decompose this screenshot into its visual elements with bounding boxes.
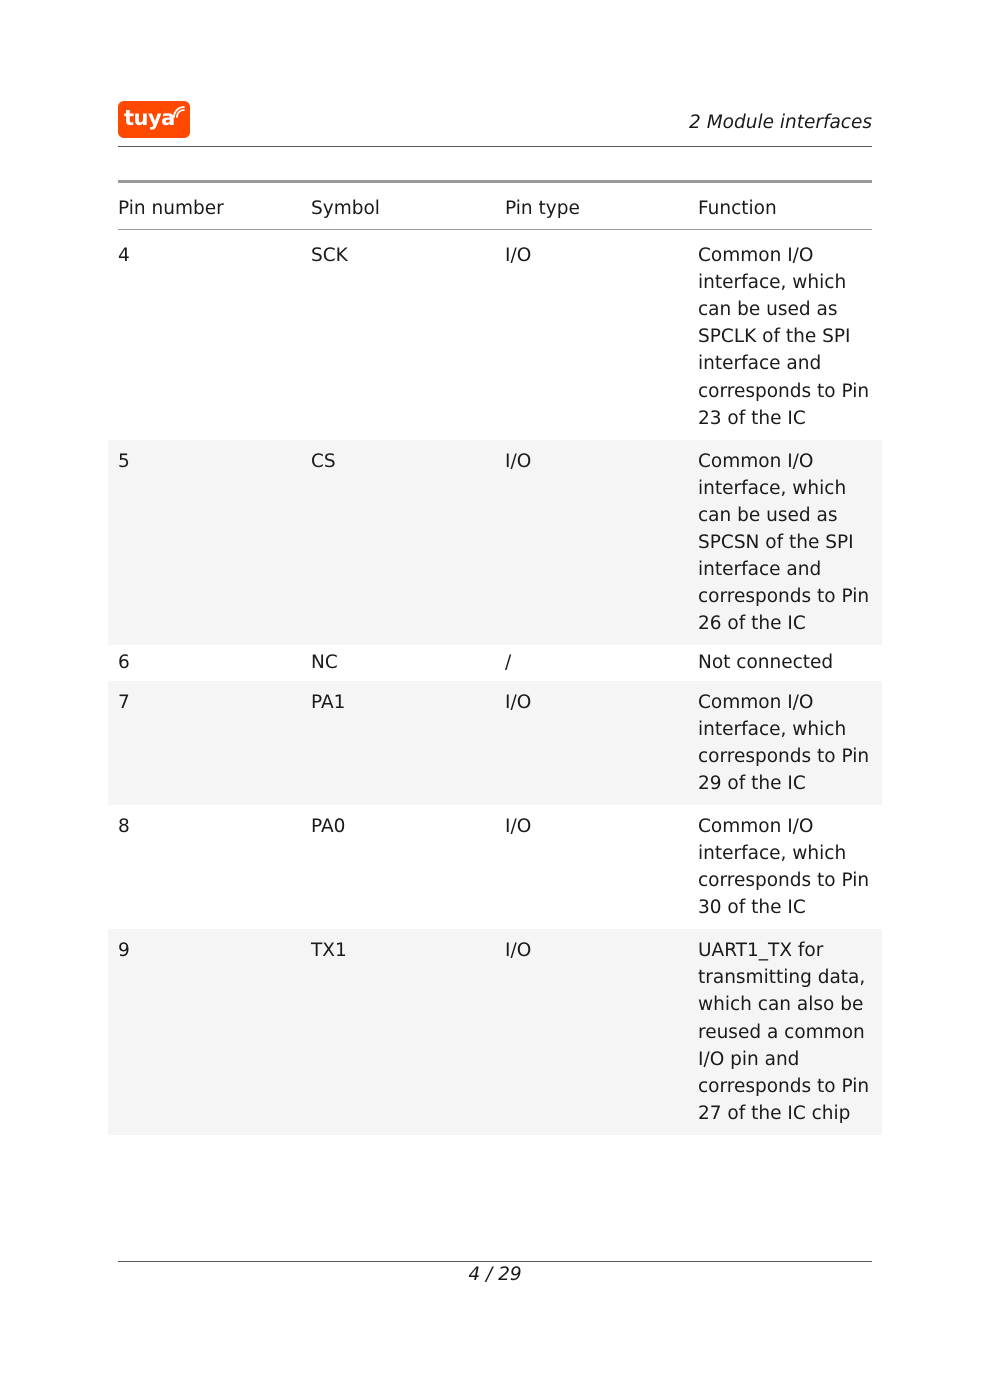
table-row bbox=[108, 230, 882, 440]
column-header-pin-number: Pin number bbox=[118, 198, 224, 219]
pin-number-cell: 5 bbox=[118, 450, 130, 472]
pin-number-cell: 9 bbox=[118, 940, 130, 962]
section-title: 2 Module interfaces bbox=[689, 112, 872, 133]
pin-table bbox=[108, 180, 882, 1135]
footer-divider bbox=[118, 1261, 872, 1262]
pin-number-cell: 6 bbox=[118, 652, 130, 674]
symbol-cell: TX1 bbox=[311, 940, 347, 962]
pin-type-cell: I/O bbox=[505, 450, 532, 472]
wifi-signal-icon bbox=[172, 105, 186, 119]
pin-type-cell: I/O bbox=[505, 691, 532, 713]
logo-wordmark: tuya bbox=[124, 106, 175, 130]
table-row bbox=[108, 805, 882, 929]
table-row bbox=[108, 929, 882, 1135]
column-header-function: Function bbox=[698, 198, 777, 219]
pin-type-cell: I/O bbox=[505, 940, 532, 962]
column-header-symbol: Symbol bbox=[311, 198, 380, 219]
function-cell: UART1_TX for transmitting data, which can also be reused a common I/O pin and corresponds to Pin 27 of the IC chip bbox=[698, 940, 870, 1124]
header-divider bbox=[118, 146, 872, 147]
function-cell: Not connected bbox=[698, 652, 834, 674]
pin-type-cell: / bbox=[505, 652, 512, 674]
page-number: 4 / 29 bbox=[468, 1264, 522, 1285]
table-row bbox=[108, 440, 882, 646]
symbol-cell: PA0 bbox=[311, 815, 346, 837]
tuya-logo bbox=[118, 101, 190, 138]
pin-number-cell: 7 bbox=[118, 691, 130, 713]
pin-type-cell: I/O bbox=[505, 245, 532, 267]
symbol-cell: NC bbox=[311, 652, 338, 674]
pin-number-cell: 8 bbox=[118, 815, 130, 837]
function-cell: Common I/O interface, which corresponds to Pin 29 of the IC bbox=[698, 691, 870, 794]
function-cell: Common I/O interface, which corresponds to Pin 30 of the IC bbox=[698, 815, 870, 919]
pin-type-cell: I/O bbox=[505, 815, 532, 837]
symbol-cell: SCK bbox=[311, 245, 348, 267]
symbol-cell: CS bbox=[311, 450, 336, 472]
table-row bbox=[108, 681, 882, 805]
function-cell: Common I/O interface, which can be used as SPCSN of the SPI interface and corresponds to Pin 26 of the IC bbox=[698, 450, 870, 635]
table-row bbox=[108, 645, 882, 680]
function-cell: Common I/O interface, which can be used as SPCLK of the SPI interface and corresponds to Pin 23 of the IC bbox=[698, 245, 870, 429]
symbol-cell: PA1 bbox=[311, 691, 346, 713]
column-header-pin-type: Pin type bbox=[505, 198, 580, 219]
pin-number-cell: 4 bbox=[118, 245, 130, 267]
table-header-row bbox=[118, 183, 872, 230]
